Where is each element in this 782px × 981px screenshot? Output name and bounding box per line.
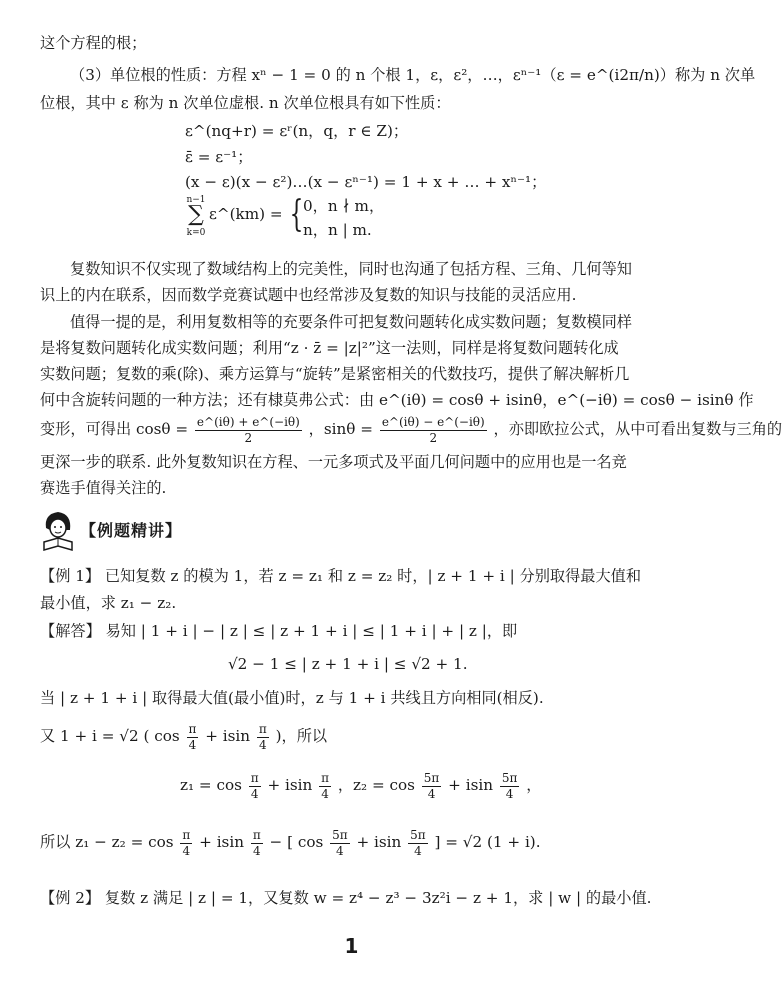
text-span: 变形，可得出 cosθ = xyxy=(40,420,189,438)
formula: ε^(nq+r) = εʳ(n，q，r ∈ Z)； xyxy=(185,122,409,140)
fraction xyxy=(380,415,487,446)
fraction xyxy=(180,828,192,859)
text-span: + isin xyxy=(205,727,251,745)
fraction-numerator: π xyxy=(182,827,191,842)
fraction-numerator: π xyxy=(188,721,197,736)
text-span: + isin xyxy=(199,833,244,851)
fraction-denominator: 4 xyxy=(259,737,267,752)
text-line: 【例 1】 已知复数 z 的模为 1，若 z = z₁ 和 z = z₂ 时，| z + 1 + i | 分别取得最大值和 xyxy=(40,567,642,585)
text-line: 值得一提的是，利用复数相等的充要条件可把复数问题转化成实数问题；复数模同样 xyxy=(70,313,632,331)
fraction-denominator: 4 xyxy=(182,843,191,858)
text-line: 何中含旋转问题的一种方法；还有棣莫弗公式：由 e^(iθ) = cosθ + isinθ，e^(−iθ) = cosθ − isinθ 作 xyxy=(40,391,754,409)
sum-upper: n−1 xyxy=(186,195,206,205)
text-line: 【解答】 易知 | 1 + i | − | z | ≤ | z + 1 + i | ≤ | 1 + i | + | z |，即 xyxy=(40,622,518,640)
section-title: 【例题精讲】 xyxy=(80,521,183,540)
text-line: 赛选手值得关注的. xyxy=(40,479,167,497)
text-line: 当 | z + 1 + i | 取得最大值(最小值)时，z 与 1 + i 共线且方向相同(相反). xyxy=(40,689,544,707)
fraction-numerator: 5π xyxy=(501,770,518,785)
fraction-numerator: π xyxy=(258,721,267,736)
fraction xyxy=(330,828,350,859)
fraction-denominator: 4 xyxy=(505,786,514,801)
text-line-with-fractions xyxy=(40,412,782,446)
fraction xyxy=(257,722,269,753)
fraction xyxy=(319,771,331,802)
fraction-numerator: π xyxy=(252,827,261,842)
sum-lower: k=0 xyxy=(186,228,206,238)
fraction-denominator: 4 xyxy=(252,843,261,858)
fraction-denominator: 4 xyxy=(414,843,422,858)
fraction-numerator: 5π xyxy=(423,770,440,785)
sum-term: ε^(km) = xyxy=(209,205,283,223)
text-span: + isin xyxy=(356,833,402,851)
text-span: + isin xyxy=(267,776,313,794)
fraction-denominator: 4 xyxy=(188,737,197,752)
text-span: ，z₂ = cos xyxy=(337,776,415,794)
fraction-numerator: e^(iθ) + e^(−iθ) xyxy=(196,414,300,429)
text-span: ，sinθ = xyxy=(308,420,373,438)
text-line: （3）单位根的性质：方程 xⁿ − 1 = 0 的 n 个根 1，ε，ε²，…，εⁿ⁻¹（ε = e^(i2π/n)）称为 n 次单 xyxy=(70,66,756,84)
text-span: )，所以 xyxy=(275,727,328,745)
fraction-denominator: 2 xyxy=(244,430,253,445)
text-line: 实数问题；复数的乘(除)、乘方运算与“旋转”是紧密相关的代数技巧，提供了解决解析几 xyxy=(40,365,630,383)
text-span: − [ cos xyxy=(269,833,324,851)
text-line-with-fractions xyxy=(40,825,670,859)
fraction xyxy=(408,828,428,859)
fraction xyxy=(422,771,442,802)
fraction-numerator: 5π xyxy=(332,827,348,842)
text-line: 更深一步的联系. 此外复数知识在方程、一元多项式及平面几何问题中的应用也是一名竞 xyxy=(40,453,627,471)
fraction-denominator: 2 xyxy=(429,430,438,445)
fraction xyxy=(249,771,261,802)
fraction-denominator: 4 xyxy=(336,843,344,858)
text-line: 识上的内在联系，因而数学竞赛试题中也经常涉及复数的知识与技能的灵活应用. xyxy=(40,286,577,304)
text-span: 所以 z₁ − z₂ = cos xyxy=(40,833,174,851)
formula-with-fractions xyxy=(180,768,541,802)
fraction-numerator: π xyxy=(250,770,259,785)
fraction xyxy=(187,722,199,753)
page-number: 1 xyxy=(344,934,359,958)
brace: { xyxy=(289,194,304,235)
fraction-numerator: π xyxy=(321,770,330,785)
formula: ε̄ = ε⁻¹； xyxy=(185,148,253,166)
formula: (x − ε)(x − ε²)…(x − εⁿ⁻¹) = 1 + x + … + xⁿ⁻¹； xyxy=(185,173,547,191)
fraction xyxy=(500,771,520,802)
text-span: ，亦即欧拉公式，从中可看出复数与三角的 xyxy=(493,420,782,438)
fraction xyxy=(195,415,302,446)
text-span: + isin xyxy=(448,776,493,794)
fraction-denominator: 4 xyxy=(250,786,259,801)
sum-sign: ∑ xyxy=(188,202,204,227)
fraction-numerator: 5π xyxy=(410,827,426,842)
case-bottom: n，n | m. xyxy=(303,221,372,239)
section-header xyxy=(40,508,260,552)
text-line-with-fractions xyxy=(40,719,670,753)
case-top: 0，n ∤ m， xyxy=(303,197,385,215)
fraction-denominator: 4 xyxy=(427,786,436,801)
text-line: 复数知识不仅实现了数域结构上的完美性，同时也沟通了包括方程、三角、几何等知 xyxy=(70,260,632,278)
text-span: z₁ = cos xyxy=(180,776,242,794)
fraction-numerator: e^(iθ) − e^(−iθ) xyxy=(381,414,485,429)
text-line: 这个方程的根； xyxy=(40,34,147,52)
formula: √2 − 1 ≤ | z + 1 + i | ≤ √2 + 1. xyxy=(228,655,468,673)
fraction-denominator: 4 xyxy=(321,786,329,801)
text-line: 是将复数问题转化成实数问题；利用“z · z̄ = |z|²”这一法则，同样是将复数问题转化成 xyxy=(40,339,619,357)
fraction xyxy=(251,828,263,859)
text-span: 又 1 + i = √2 ( cos xyxy=(40,727,180,745)
text-line: 位根，其中 ε 称为 n 次单位虚根. n 次单位根具有如下性质： xyxy=(40,94,451,112)
text-line: 最小值，求 z₁ − z₂. xyxy=(40,594,177,612)
student-reading-icon xyxy=(40,508,76,552)
text-span: ] = √2 (1 + i). xyxy=(434,833,541,851)
text-line: 【例 2】 复数 z 满足 | z | = 1，又复数 w = z⁴ − z³ − 3z²i − z + 1，求 | w | 的最小值. xyxy=(40,889,652,907)
text-span: ， xyxy=(526,776,542,794)
